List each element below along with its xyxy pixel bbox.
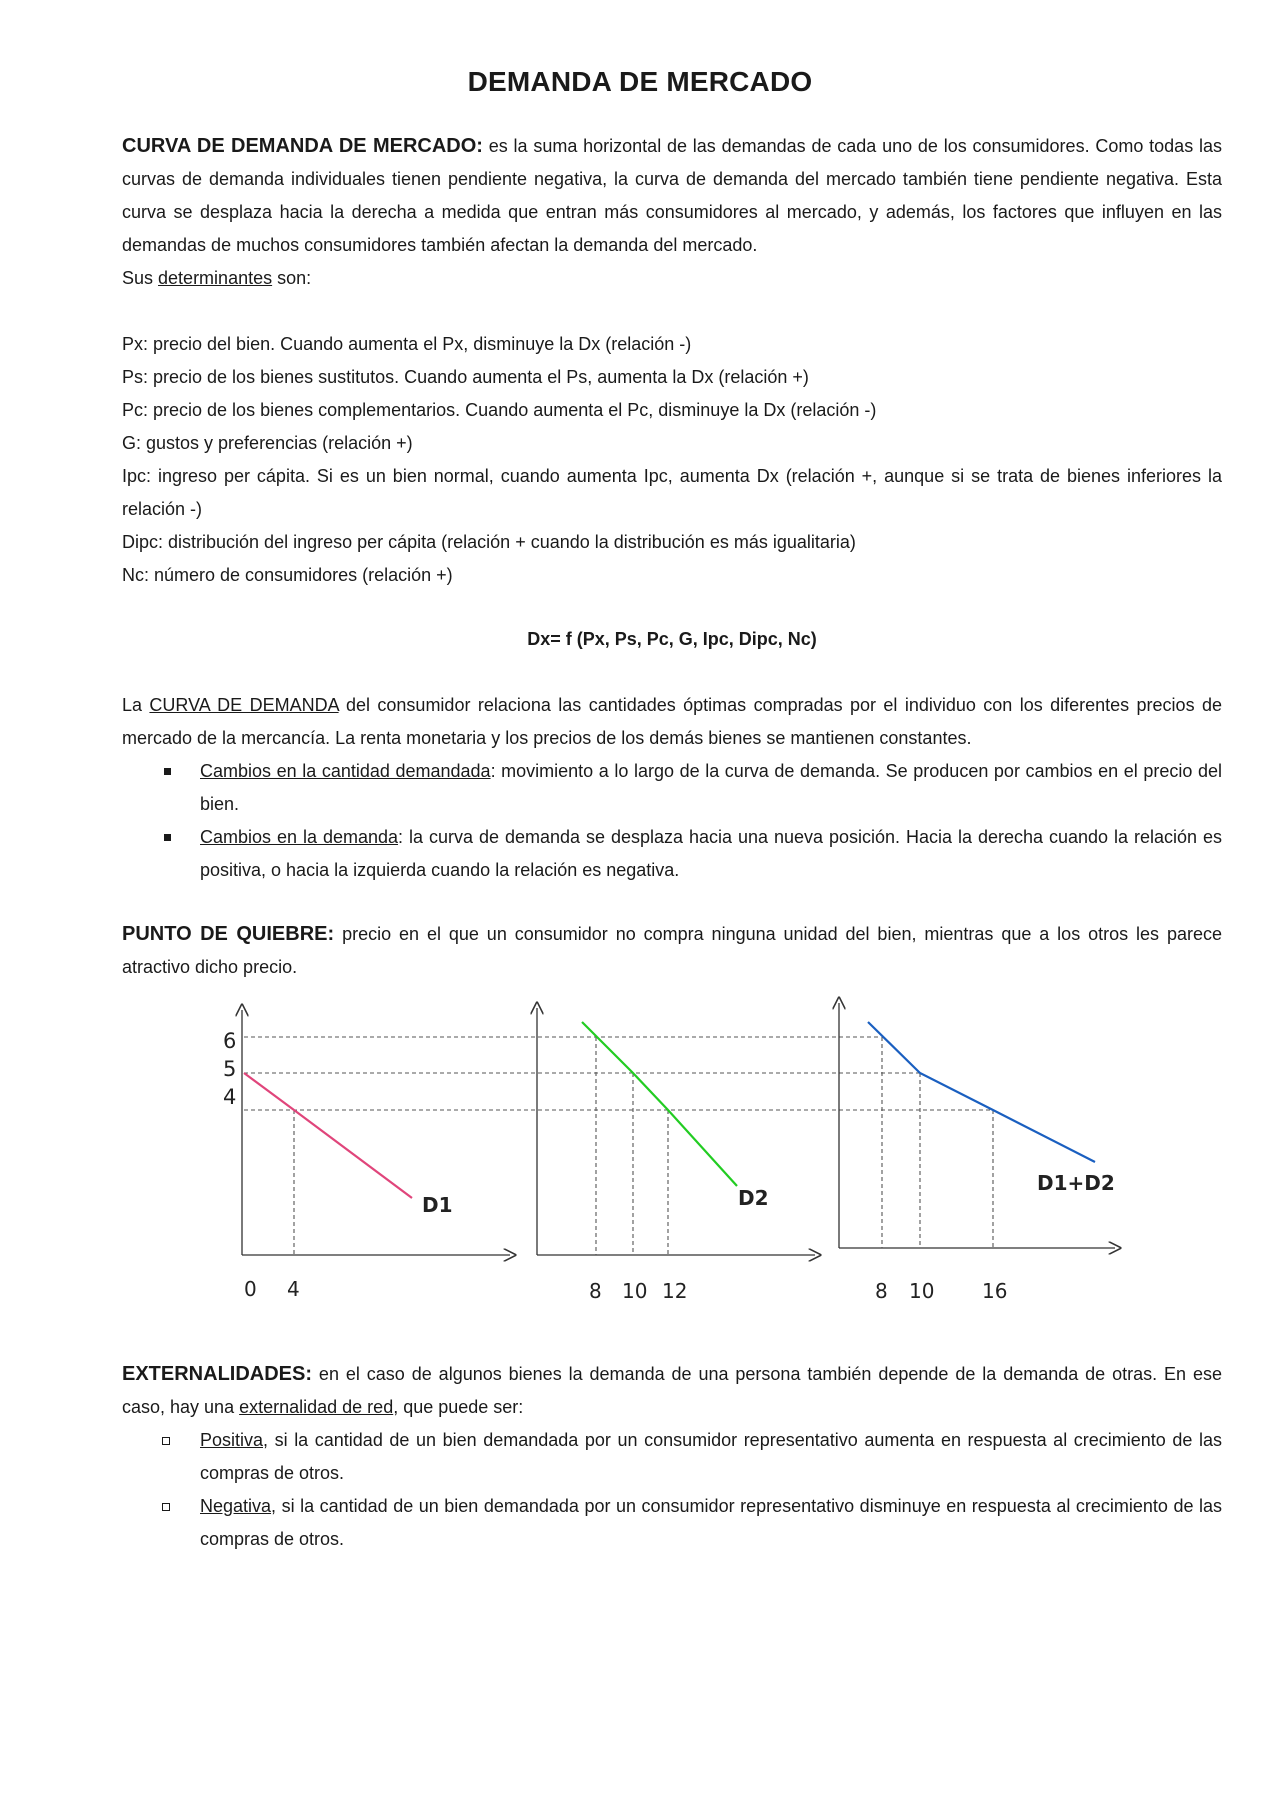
- determinant-item: G: gustos y preferencias (relación +): [122, 433, 413, 453]
- determinant-item: Ipc: ingreso per cápita. Si es un bien normal, cuando aumenta Ipc, aumenta Dx (relación +, aunque si se trata de bienes inferiores la relación -): [122, 466, 1222, 519]
- list-item: [122, 1490, 1222, 1556]
- y-tick-label: 4: [223, 1085, 237, 1109]
- x-tick-label: 0: [244, 1277, 257, 1301]
- externalidades-text: en el caso de algunos bienes la demanda de una persona también depende de la demanda de otras. En ese caso, hay una: [122, 1364, 1222, 1417]
- price-guides: [244, 1037, 992, 1110]
- bullet-marker: [162, 1437, 170, 1445]
- formula: Dx= f (Px, Ps, Pc, G, Ipc, Dipc, Nc): [527, 629, 817, 649]
- bullet-text: , si la cantidad de un bien demandada por un consumidor representativo aumenta en respuesta al crecimiento de las compras de otros.: [200, 1430, 1222, 1483]
- curva-text: es la suma horizontal de las demandas de cada uno de los consumidores. Como todas las curvas de demanda individuales tienen pendiente negativa, la curva de demanda del mercado también tiene pendiente negativa. Esta curva se desplaza hacia la derecha a medida que entran más consumidores al mercado, y además, los factores que influyen en las demandas de muchos consumidores también afectan la demanda del mercado.: [122, 136, 1222, 255]
- determinant-item: Pc: precio de los bienes complementarios. Cuando aumenta el Pc, disminuye la Dx (relación -): [122, 400, 877, 420]
- bullet-text: : la curva de demanda se desplaza hacia una nueva posición. Hacia la derecha cuando la relación es positiva, o hacia la izquierda cuando la relación es negativa.: [200, 827, 1222, 880]
- determinantes-link: determinantes: [158, 268, 273, 288]
- bullet-marker: [162, 1503, 170, 1511]
- label-d2: D2: [738, 1186, 769, 1210]
- determinant-item: Dipc: distribución del ingreso per cápita (relación + cuando la distribución es más igualitaria): [122, 532, 856, 552]
- x-tick-label: 10: [622, 1279, 648, 1303]
- bullet-link: Negativa: [200, 1496, 272, 1516]
- bullet-link: Positiva: [200, 1430, 264, 1450]
- determinant-item: Ps: precio de los bienes sustitutos. Cuando aumenta el Ps, aumenta la Dx (relación +): [122, 367, 809, 387]
- bullet-link: Cambios en la cantidad demandada: [200, 761, 491, 781]
- page-title: DEMANDA DE MERCADO: [467, 66, 813, 97]
- section-externalidades: [122, 1358, 1222, 1556]
- curve-d1: [244, 1073, 412, 1198]
- externalidades-post: , que puede ser:: [393, 1397, 524, 1417]
- curve-d2: [582, 1022, 737, 1186]
- externalidades-paragraph: [122, 1358, 1222, 1424]
- bullet-text: , si la cantidad de un bien demandada por un consumidor representativo disminuye en respuesta al crecimiento de las compras de otros.: [200, 1496, 1222, 1549]
- sus-pre: Sus: [122, 268, 159, 288]
- externalidades-lead: EXTERNALIDADES:: [122, 1363, 313, 1385]
- axes: [242, 1003, 1115, 1255]
- x-tick-label: 4: [287, 1277, 300, 1301]
- y-tick-label: 5: [223, 1057, 237, 1081]
- x-tick-label: 10: [909, 1279, 935, 1303]
- determinant-item: Px: precio del bien. Cuando aumenta el Px, disminuye la Dx (relación -): [122, 334, 692, 354]
- externalidad-red-link: externalidad de red: [239, 1397, 394, 1417]
- quiebre-text: precio en el que un consumidor no compra ninguna unidad del bien, mientras que a los otros les parece atractivo dicho precio.: [122, 924, 1222, 977]
- x-tick-label: 16: [982, 1279, 1008, 1303]
- x-tick-label: 8: [589, 1279, 602, 1303]
- quiebre-lead: PUNTO DE QUIEBRE:: [122, 923, 335, 945]
- quantity-guides: [294, 1037, 993, 1255]
- curva-lead: CURVA DE DEMANDA DE MERCADO:: [122, 135, 483, 157]
- curve-d1-d2: [868, 1022, 1095, 1162]
- y-tick-label: 6: [223, 1029, 237, 1053]
- label-d1-d2: D1+D2: [1037, 1171, 1115, 1195]
- bullet-text: : movimiento a lo largo de la curva de demanda. Se producen por cambios en el precio del bien.: [200, 761, 1222, 814]
- consumer-text: del consumidor relaciona las cantidades óptimas compradas por el individuo con los diferentes precios de mercado de la mercancía. La renta monetaria y los precios de los demás bienes se mantienen constantes.: [122, 695, 1222, 748]
- list-item: [122, 1424, 1222, 1490]
- curva-demanda-link: CURVA DE DEMANDA: [149, 695, 339, 715]
- bullet-link: Cambios en la demanda: [200, 827, 399, 847]
- x-tick-label: 12: [662, 1279, 688, 1303]
- sus-post: son:: [272, 268, 312, 288]
- x-tick-label: 8: [875, 1279, 888, 1303]
- consumer-pre: La: [122, 695, 150, 715]
- label-d1: D1: [422, 1193, 453, 1217]
- externalidades-bullets: [122, 1424, 1222, 1556]
- determinant-item: Nc: número de consumidores (relación +): [122, 565, 453, 585]
